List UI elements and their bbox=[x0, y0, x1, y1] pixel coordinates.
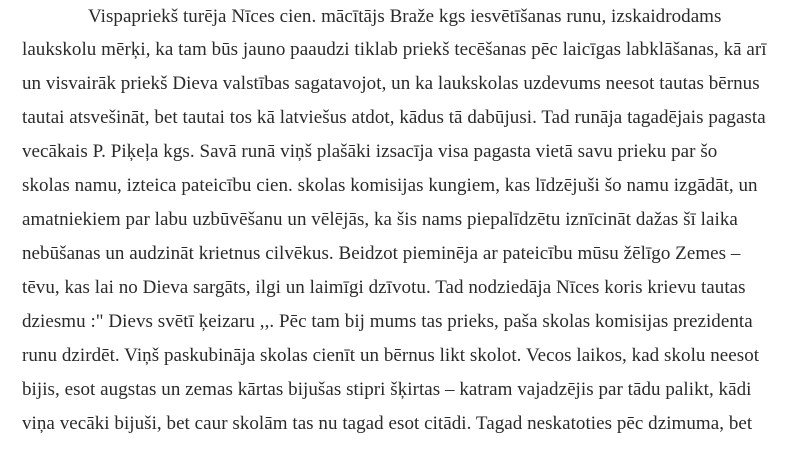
paragraph-line-12: bijis, esot augstas un zemas kārtas bijušas stipri šķirtas – katram vajadzējis par tādu palikt, kādi bbox=[22, 379, 752, 400]
paragraph-line-2: laukskolu mērķi, ka tam būs jauno paaudzi tiklab priekš tecēšanas pēc laicīgas labklāšanas, kā arī bbox=[22, 39, 767, 60]
paragraph-line-7: amatniekiem par labu uzbūvēšanu un vēlējās, ka šis nams piepalīdzētu iznīcināt dažas šī laika bbox=[22, 209, 738, 230]
paragraph-line-6: skolas namu, izteica pateicību cien. skolas komisijas kungiem, kas līdzējuši šo namu izgādāt, un bbox=[22, 175, 758, 196]
paragraph-line-9: tēvu, kas lai no Dieva sargāts, ilgi un laimīgi dzīvotu. Tad nodziedāja Nīces koris krievu tautas bbox=[22, 277, 746, 298]
paragraph-line-11: runu dzirdēt. Viņš paskubināja skolas cienīt un bērnus likt skolot. Vecos laikos, kad skolu neesot bbox=[22, 345, 760, 366]
paragraph-line-4: tautai atsvešināt, bet tautai tos kā latviešus atdot, kādus tā dabūjusi. Tad runāja tagadējais pagasta bbox=[22, 107, 766, 128]
paragraph-line-5: vecākais P. Piķeļa kgs. Savā runā viņš plašāki izsacīja visa pagasta vietā savu prieku par šo bbox=[22, 141, 718, 162]
paragraph-line-1: Vispapriekš turēja Nīces cien. mācītājs Braže kgs iesvētīšanas runu, izskaidrodams bbox=[88, 6, 722, 27]
paragraph-line-10: dziesmu :" Dievs svētī ķeizaru ,,. Pēc tam bij mums tas prieks, paša skolas komisijas prezidenta bbox=[22, 311, 753, 332]
paragraph-line-3: un visvairāk priekš Dieva valstības sagatavojot, un ka laukskolas uzdevums neesot tautas bērnus bbox=[22, 73, 760, 94]
paragraph-line-8: nebūšanas un audzināt krietnus cilvēkus. Beidzot pieminēja ar pateicību mūsu žēlīgo Zemes – bbox=[22, 243, 741, 264]
paragraph-line-13: viņa vecāki bijuši, bet caur skolām tas nu tagad esot citādi. Tagad neskatoties pēc dzimuma, bet bbox=[22, 413, 753, 434]
